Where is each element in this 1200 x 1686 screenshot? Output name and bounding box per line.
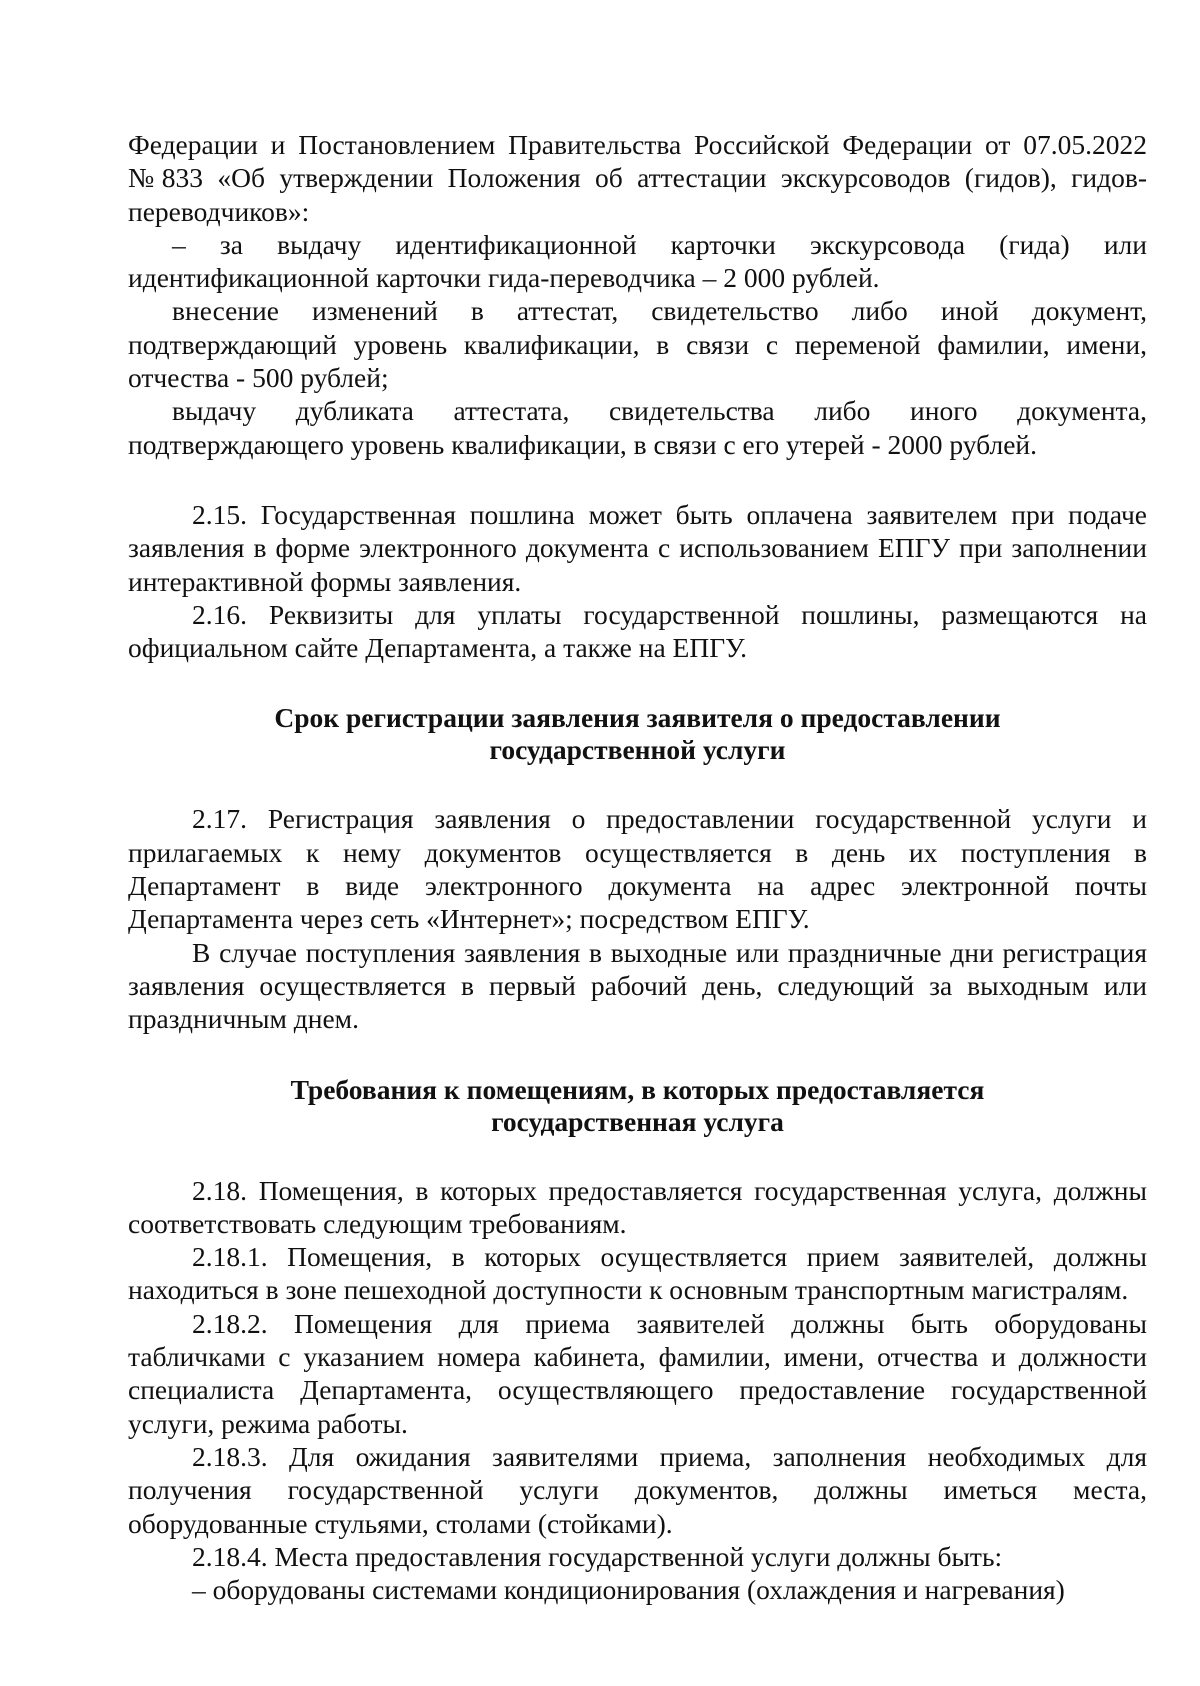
spacer [128,461,1147,498]
section-heading-premises [128,1074,1147,1138]
paragraph-2-18-4: 2.18.4. Места предоставления государственной услуги должны быть: [192,1540,1003,1572]
paragraph-fee-id-card: – за выдачу идентификационной карточки экскурсовода (гида) или идентификационной карточки гида-переводчика – 2 000 рублей. [128,228,1147,294]
heading-line: Требования к помещениям, в которых предоставляется [290,1073,985,1105]
paragraph-2-17: 2.17. Регистрация заявления о предоставлении государственной услуги и прилагаемых к нему документов осуществляется в день их поступления в Департамент в виде электронного документа на адрес электронной почты Департамента через сеть «Интернет»; посредством ЕПГУ. [128,803,1147,935]
paragraph-conditioning: – оборудованы системами кондиционирования (охлаждения и нагревания) [192,1574,1065,1606]
spacer [128,766,1147,802]
document-page [128,128,1147,1606]
heading-line: государственной услуги [489,734,786,766]
paragraph-2-18-3: 2.18.3. Для ожидания заявителями приема, заполнения необходимых для получения государственной услуги документов, должны иметься места, оборудованные стульями, столами (стойками). [128,1440,1147,1539]
heading-line: Срок регистрации заявления заявителя о предоставлении [274,702,1001,734]
spacer [128,1036,1147,1074]
paragraph-fee-duplicate: выдачу дубликата аттестата, свидетельства либо иного документа, подтверждающего уровень квалификации, в связи с его утерей - 2000 рублей. [128,395,1147,460]
paragraph-2-18-2: 2.18.2. Помещения для приема заявителей должны быть оборудованы табличками с указанием номера кабинета, фамилии, имени, отчества и должности специалиста Департамента, осуществляющего предоставление государственной услуги, режима работы. [128,1307,1147,1439]
paragraph-fee-changes: внесение изменений в аттестат, свидетельство либо иной документ, подтверждающий уровень квалификации, в связи с переменой фамилии, имени, отчества - 500 рублей; [128,295,1147,394]
paragraph-fee-intro: Федерации и Постановлением Правительства Российской Федерации от 07.05.2022 №833 «Об утверждении Положения об аттестации экскурсоводов (гидов), гидов-переводчиков»: [128,129,1147,227]
paragraph-2-18-1: 2.18.1. Помещения, в которых осуществляется прием заявителей, должны находиться в зоне пешеходной доступности к основным транспортным магистралям. [128,1241,1147,1306]
paragraph-holiday-registration: В случае поступления заявления в выходные или праздничные дни регистрация заявления осуществляется в первый рабочий день, следующий за выходным или праздничным днем. [128,936,1147,1035]
paragraph-2-18: 2.18. Помещения, в которых предоставляется государственная услуга, должны соответствовать следующим требованиям. [128,1174,1147,1239]
paragraph-2-16: 2.16. Реквизиты для уплаты государственной пошлины, размещаются на официальном сайте Департамента, а также на ЕПГУ. [128,598,1147,664]
heading-line: государственная услуга [491,1105,784,1137]
spacer [128,1138,1147,1174]
spacer [128,664,1147,702]
paragraph-2-15: 2.15. Государственная пошлина может быть оплачена заявителем при подаче заявления в форме электронного документа с использованием ЕПГУ при заполнении интерактивной формы заявления. [128,498,1147,597]
section-heading-registration [128,702,1147,766]
